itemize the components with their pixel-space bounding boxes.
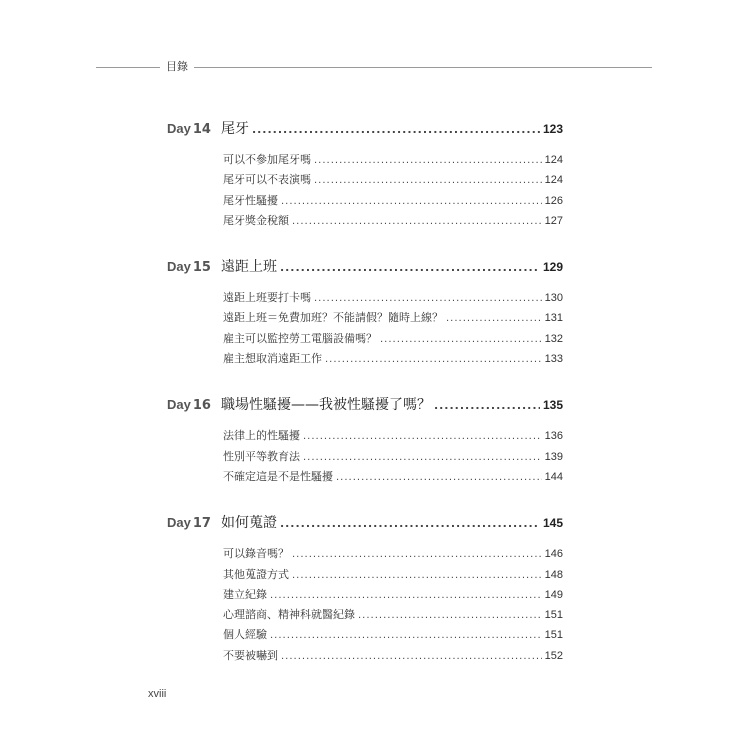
day-label: Day (167, 397, 191, 413)
dot-leader (281, 196, 542, 207)
section-title: 心理諮商、精神科就醫紀錄 (223, 608, 355, 622)
section-page-number: 144 (544, 470, 563, 483)
section-entry[interactable] (223, 566, 563, 586)
section-title: 遠距上班要打卡嗎 (223, 291, 311, 305)
section-entry[interactable] (223, 647, 563, 667)
chapter-title: 尾牙 (220, 121, 249, 137)
day-number: 15 (192, 260, 211, 276)
chapter-page-number: 129 (542, 260, 563, 275)
day-label: Day (167, 515, 191, 531)
section-entry[interactable] (223, 151, 563, 171)
dot-leader (446, 313, 542, 324)
day-label: Day (167, 259, 191, 275)
section-page-number: 139 (544, 450, 563, 463)
chapter-title: 職場性騷擾——我被性騷擾了嗎？ (220, 397, 431, 414)
chapter-title: 如何蒐證 (220, 515, 277, 532)
chapter-spacer (167, 370, 563, 394)
dot-leader (270, 590, 542, 601)
dot-leader (380, 334, 542, 345)
section-page-number: 151 (544, 609, 563, 622)
chapter-entry[interactable] (167, 256, 563, 280)
section-entry[interactable] (223, 350, 563, 370)
section-page-number: 148 (544, 568, 563, 581)
chapter-entry[interactable] (167, 394, 563, 418)
section-page-number: 132 (544, 332, 563, 345)
dot-leader (292, 216, 542, 227)
dot-leader (314, 175, 542, 186)
section-entry[interactable] (223, 171, 563, 191)
section-entry[interactable] (223, 212, 563, 232)
section-title: 建立紀錄 (223, 587, 267, 601)
section-title: 性別平等教育法 (223, 449, 300, 463)
section-title: 其他蒐證方式 (223, 567, 289, 581)
dot-leader (303, 452, 542, 463)
section-list (223, 289, 563, 370)
section-entry[interactable] (223, 626, 563, 646)
dot-leader (252, 123, 540, 136)
dot-leader (303, 431, 542, 442)
day-label: Day (167, 121, 191, 136)
chapter-entry[interactable] (167, 118, 563, 142)
section-entry[interactable] (223, 309, 563, 329)
section-list (223, 545, 563, 667)
header-rule-left (96, 67, 160, 68)
section-page-number: 127 (544, 214, 563, 227)
dot-leader (434, 399, 540, 412)
chapter-spacer (167, 232, 563, 256)
section-entry[interactable] (223, 545, 563, 565)
toc-chapter-day-15 (167, 256, 563, 370)
header-rule-right (194, 67, 652, 68)
section-page-number: 133 (544, 353, 563, 366)
section-title: 不確定這是不是性騷擾 (223, 469, 333, 483)
section-entry[interactable] (223, 289, 563, 309)
section-page-number: 152 (544, 649, 563, 662)
day-number: 16 (192, 398, 211, 414)
chapter-spacer (167, 488, 563, 512)
toc-chapter-day-16 (167, 394, 563, 488)
day-number: 14 (192, 122, 211, 137)
dot-leader (281, 651, 542, 662)
dot-leader (270, 630, 542, 641)
section-entry[interactable] (223, 468, 563, 488)
section-page-number: 146 (544, 548, 563, 561)
chapter-entry[interactable] (167, 512, 563, 536)
section-entry[interactable] (223, 192, 563, 212)
section-entry[interactable] (223, 606, 563, 626)
dot-leader (325, 354, 542, 365)
section-title: 雇主想取消遠距工作 (223, 352, 322, 366)
section-entry[interactable] (223, 427, 563, 447)
section-title: 尾牙性騷擾 (223, 193, 278, 207)
dot-leader (336, 472, 542, 483)
section-page-number: 124 (544, 174, 563, 187)
section-title: 遠距上班＝免費加班？不能請假？隨時上線？ (223, 311, 443, 325)
dot-leader (292, 570, 542, 581)
dot-leader (314, 293, 542, 304)
dot-leader (358, 610, 542, 621)
chapter-page-number: 135 (542, 398, 563, 413)
section-entry[interactable] (223, 448, 563, 468)
section-page-number: 130 (544, 292, 563, 305)
section-title: 可以不參加尾牙嗎 (223, 153, 311, 166)
running-header: 目錄 (166, 60, 188, 73)
day-number: 17 (192, 516, 211, 532)
section-title: 不要被嚇到 (223, 648, 278, 662)
section-title: 雇主可以監控勞工電腦設備嗎？ (223, 331, 377, 345)
section-entry[interactable] (223, 586, 563, 606)
section-title: 尾牙可以不表演嗎 (223, 173, 311, 187)
section-entry[interactable] (223, 330, 563, 350)
chapter-page-number: 145 (542, 516, 563, 531)
dot-leader (280, 517, 540, 530)
section-page-number: 124 (544, 154, 563, 166)
dot-leader (280, 261, 540, 274)
section-page-number: 149 (544, 588, 563, 601)
section-title: 法律上的性騷擾 (223, 429, 300, 443)
section-page-number: 136 (544, 430, 563, 443)
dot-leader (292, 549, 542, 560)
section-list (223, 427, 563, 488)
toc-chapter-day-14 (167, 118, 563, 232)
dot-leader (314, 155, 542, 166)
section-page-number: 126 (544, 194, 563, 207)
section-title: 個人經驗 (223, 628, 267, 642)
section-title: 可以錄音嗎？ (223, 547, 289, 561)
page-folio: xviii (148, 688, 167, 700)
section-list (223, 151, 563, 232)
section-title: 尾牙獎金稅額 (223, 213, 289, 227)
chapter-page-number: 123 (542, 122, 563, 136)
toc-chapter-day-17 (167, 512, 563, 667)
table-of-contents (167, 118, 563, 667)
chapter-title: 遠距上班 (220, 259, 277, 276)
section-page-number: 151 (544, 629, 563, 642)
section-page-number: 131 (544, 312, 563, 325)
